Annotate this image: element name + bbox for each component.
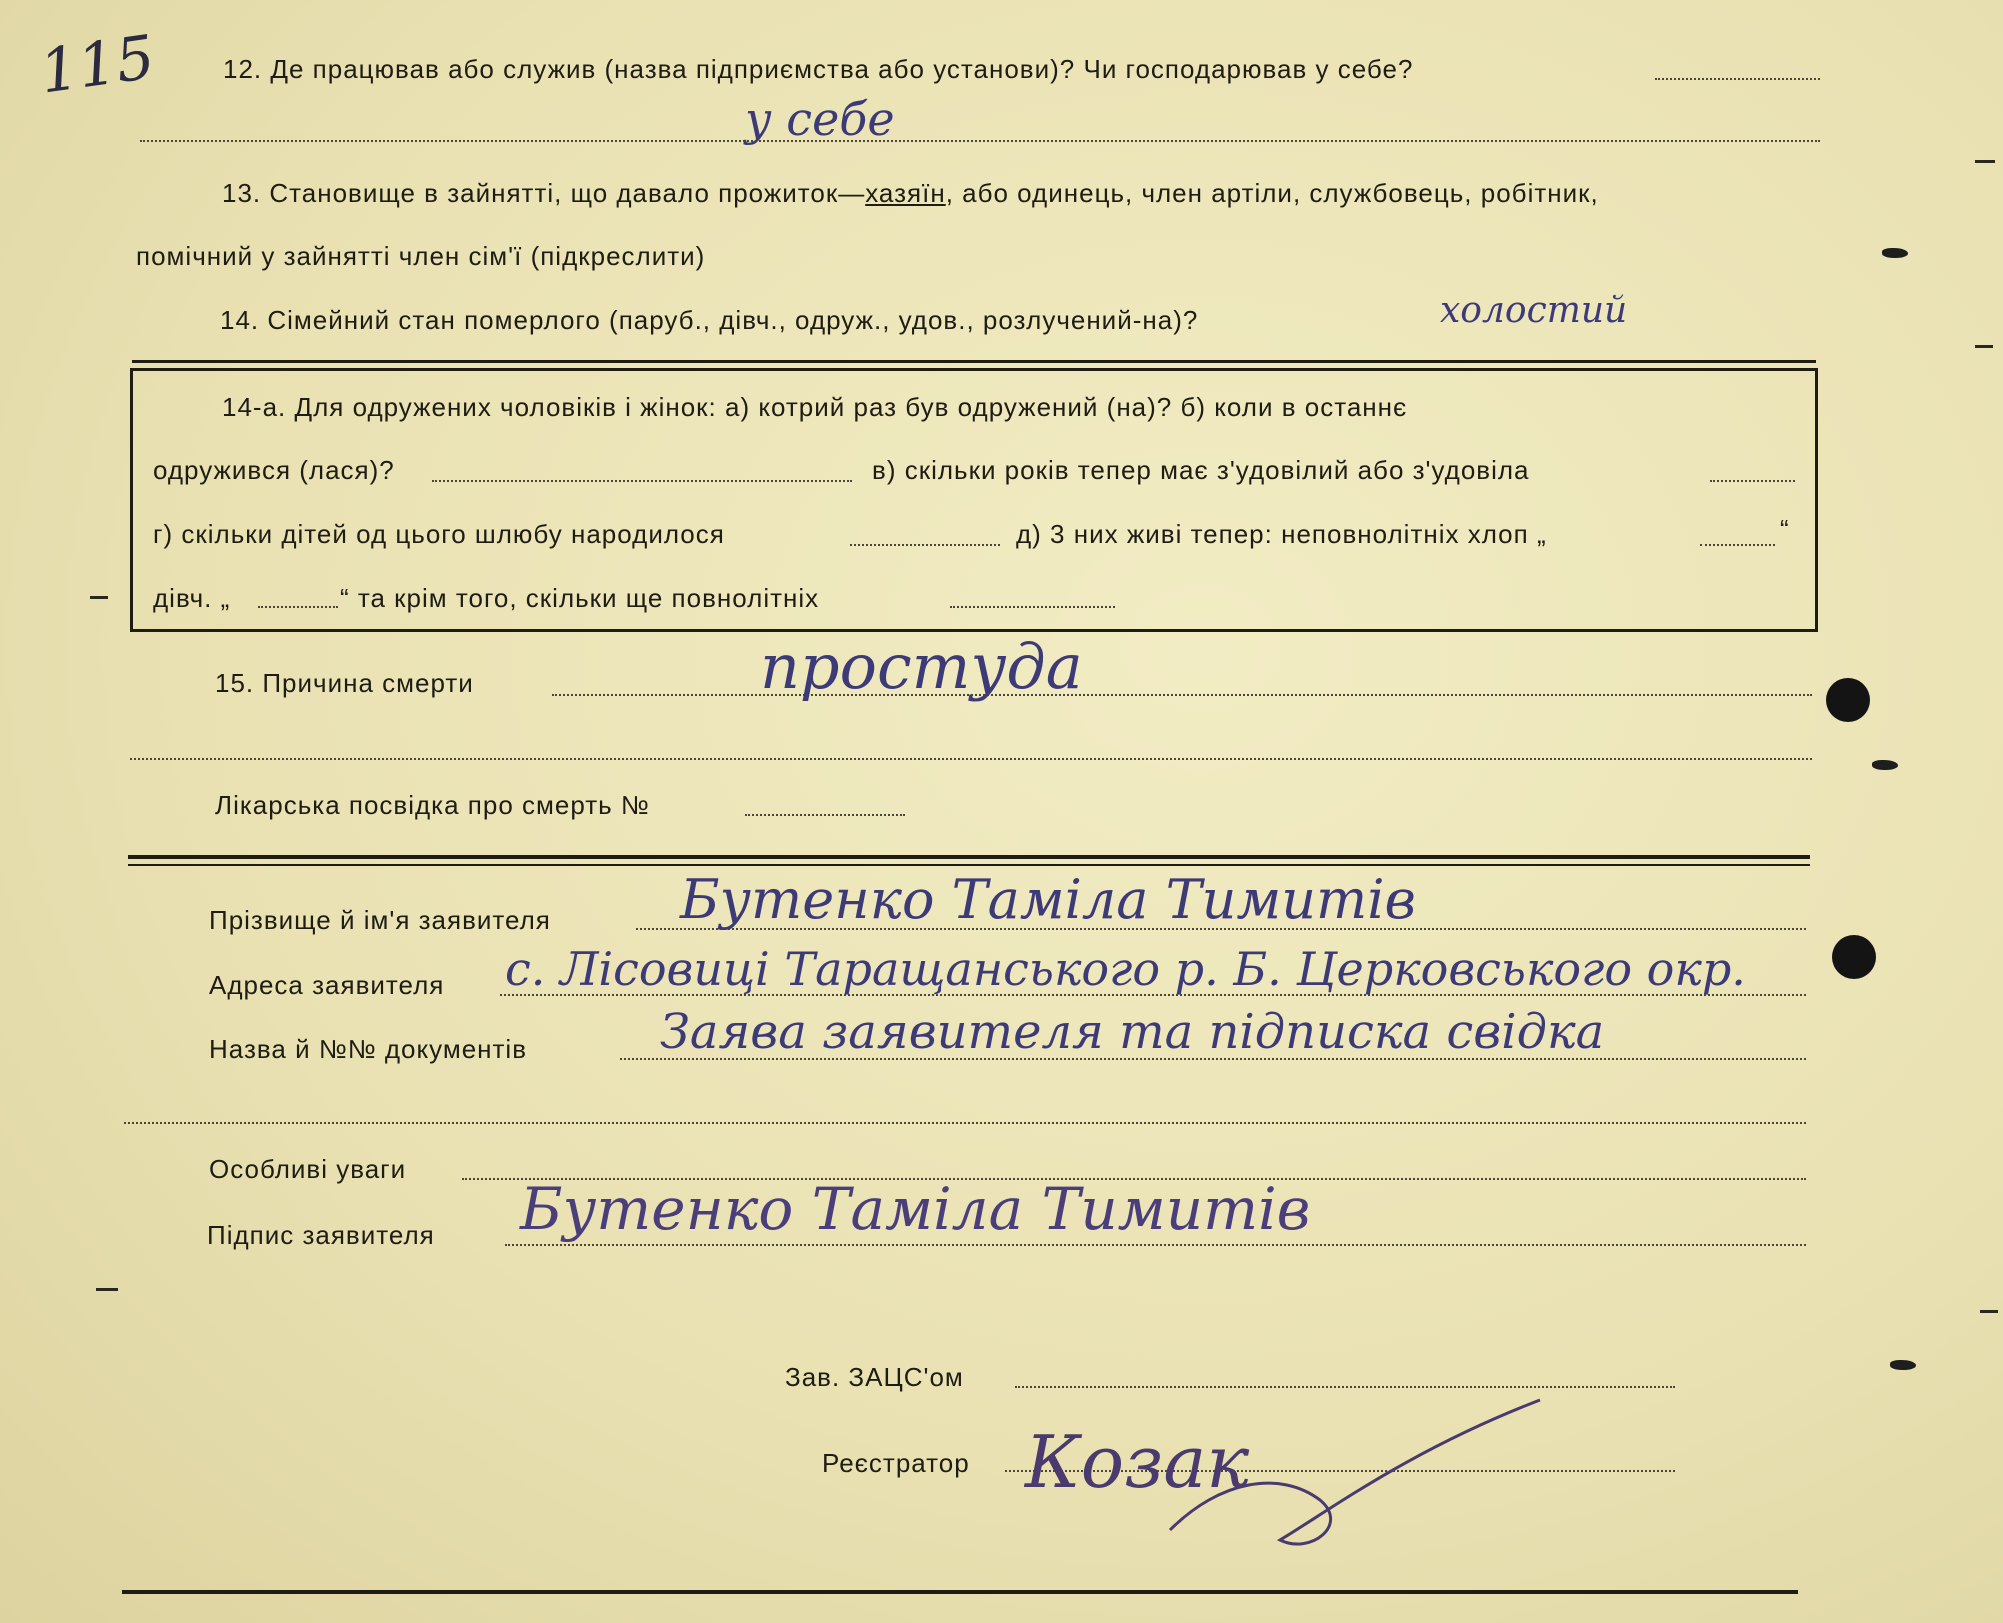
applicant-docs-value: Заява заявителя та підписка свідка <box>660 1004 1605 1060</box>
q15-dotline-2 <box>130 758 1812 760</box>
q13-underlined: хазяїн <box>865 178 946 208</box>
notes-label: Особливі уваги <box>209 1154 407 1184</box>
q14a-line3-a: г) скільки дітей од цього шлюбу народилося <box>153 519 725 549</box>
edge-tear-1 <box>1882 248 1908 258</box>
q14a-dotline-married <box>432 480 852 482</box>
q13-label-before: Становище в зайнятті, що давало прожиток— <box>269 178 866 208</box>
double-rule-bottom <box>128 864 1810 866</box>
q14a-line3-b: д) 3 них живі тепер: неповнолітніх хлоп „ <box>1016 519 1547 549</box>
applicant-address-value: с. Лісовиці Таращанського р. Б. Церковського окр. <box>505 942 1746 996</box>
medical-label: Лікарська посвідка про смерть № <box>215 790 650 820</box>
applicant-name-label: Прізвище й ім'я заявителя <box>209 905 551 935</box>
q15-answer: простуда <box>760 630 1083 703</box>
q14a-line2-a: одружився (лася)? <box>153 455 395 485</box>
q14a-line4-a: дівч. „ <box>153 583 231 613</box>
q14a-line4-b: “ та крім того, скільки ще повнолітніх <box>340 583 820 613</box>
q14a-line3-c: “ <box>1780 514 1790 544</box>
edge-tear-2 <box>1872 760 1898 770</box>
double-rule-top <box>128 855 1810 859</box>
margin-tick-3 <box>90 596 108 599</box>
bottom-rule <box>122 1590 1798 1594</box>
q15-label: 15. Причина смерти <box>215 668 474 698</box>
applicant-name-value: Бутенко Таміла Тимитів <box>680 868 1416 931</box>
q13-label-after: , або одинець, член артіли, службовець, робітник, <box>945 178 1599 208</box>
q14a-dotline-children <box>850 544 1000 546</box>
q12-dotline-2 <box>140 140 1820 142</box>
punch-hole-lower <box>1832 935 1876 979</box>
registrar-label: Реєстратор <box>822 1448 970 1478</box>
q14a-line1: 14-а. Для одружених чоловіків і жінок: а) котрий раз був одружений (на)? б) коли в останнє <box>222 392 1408 422</box>
margin-tick-2 <box>1975 345 1993 348</box>
q14a-dotline-years <box>1710 480 1795 482</box>
q13-number: 13. <box>222 178 262 208</box>
zags-label: Зав. ЗАЦС'ом <box>785 1362 964 1392</box>
medical-dotline <box>745 814 905 816</box>
applicant-docs-label: Назва й №№ документів <box>209 1034 528 1064</box>
q14-label: 14. Сімейний стан померлого (паруб., дівч., одруж., удов., розлучений-на)? <box>220 305 1199 335</box>
q14a-dotline-girls <box>258 606 338 608</box>
edge-tear-3 <box>1890 1360 1916 1370</box>
q12-label: 12. Де працював або служив (назва підприємства або установи)? Чи господарював у себе? <box>223 54 1414 84</box>
q14a-dotline-boys <box>1700 544 1775 546</box>
registrar-flourish <box>1160 1390 1550 1560</box>
punch-hole-upper <box>1826 678 1870 722</box>
margin-tick-5 <box>1980 1310 1998 1313</box>
rule-above-14a <box>132 360 1816 363</box>
q14a-dotline-adults <box>950 606 1115 608</box>
applicant-address-label: Адреса заявителя <box>209 970 445 1000</box>
corner-number: 115 <box>35 22 159 108</box>
q12-dotline-1 <box>1655 78 1820 80</box>
q12-answer: у себе <box>745 92 895 146</box>
q14-answer: холостий <box>1440 290 1628 331</box>
margin-tick-1 <box>1975 160 1995 163</box>
q13-line2: помічний у зайнятті член сім'ї (підкреслити) <box>136 241 706 271</box>
signature-dotline <box>505 1244 1806 1246</box>
q13-line1 <box>222 178 1599 209</box>
q15-dotline-1 <box>552 694 1812 696</box>
signature-label: Підпис заявителя <box>207 1220 435 1250</box>
applicant-docs-dotline-2 <box>124 1122 1806 1124</box>
registrar-signature: Козак <box>1025 1420 1250 1504</box>
q14a-line2-b: в) скільки років тепер має з'удовілий або з'удовіла <box>872 455 1530 485</box>
applicant-signature: Бутенко Таміла Тимитів <box>520 1175 1311 1243</box>
margin-tick-4 <box>96 1288 118 1291</box>
zags-dotline <box>1015 1386 1675 1388</box>
